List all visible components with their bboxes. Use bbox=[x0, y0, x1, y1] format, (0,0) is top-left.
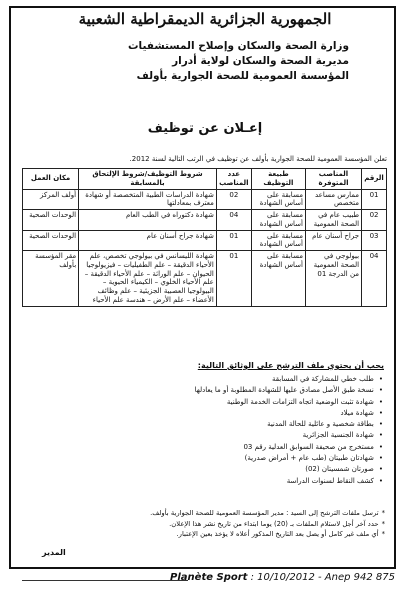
list-item: • شهادة ميلاد bbox=[195, 408, 383, 419]
cell-num: 03 bbox=[362, 230, 387, 251]
list-item: • كشف النقاط لسنوات الدراسة bbox=[195, 476, 383, 487]
header-type: طبيعة التوظيف bbox=[251, 169, 305, 190]
header-conditions: شروط التوظيف/شروط الإلتحاق بالمسابقة bbox=[79, 169, 217, 190]
source-date-ref: : 10/10/2012 - Anep 942 875 bbox=[247, 572, 395, 583]
table-row bbox=[23, 230, 387, 251]
header-num: الرقم bbox=[362, 169, 387, 190]
footer-divider bbox=[22, 580, 188, 581]
list-item: • بطاقة شخصية و عائلية للحالة المدنية bbox=[195, 419, 383, 430]
cell-type: مسابقة على أساس الشهادة bbox=[251, 189, 305, 210]
list-item: • مستخرج من صحيفة السوابق العدلية رقم 03 bbox=[195, 442, 383, 453]
cell-post: ممارس مساعد متخصص bbox=[305, 189, 361, 210]
cell-num: 01 bbox=[362, 189, 387, 210]
header-place: مكان العمل bbox=[23, 169, 79, 190]
list-item: • نسخة طبق الأصل مصادق عليها للشهادة المطلوبة أو ما يعادلها bbox=[195, 385, 383, 396]
announcement-title: إعـلان عن توظيف bbox=[147, 121, 263, 136]
cell-post: طبيب عام في الصحة العمومية bbox=[305, 210, 361, 231]
cell-place: مقر المؤسسة بأولف bbox=[23, 251, 79, 307]
institution-line: المؤسسة العمومية للصحة الجوارية بأولف bbox=[136, 70, 349, 82]
source-brand: Planète Sport bbox=[170, 572, 248, 583]
cell-conditions: شهادة دكتوراه في الطب العام bbox=[79, 210, 217, 231]
cell-conditions: شهادة الليسانس في بيولوجي تخصص، علم الأحياء الدقيقة – علم الطفيليات – فيزيولوجيا الحيوان – علم الوراثة – علم الأحياء الدقيقة – علم الأحياء الخلوي – الكيمياء الحيوية – البيولوجيا العصبية الجزيئية – علم وظائف الأعضاء – علم الأرض – هندسة علم الأحياء bbox=[79, 251, 217, 307]
documents-list bbox=[195, 374, 383, 487]
jobs-table bbox=[22, 168, 387, 307]
table-row bbox=[23, 251, 387, 307]
table-header-row bbox=[23, 169, 387, 190]
note-item: * حدد آخر أجل لاستلام الملفات بـ (20) يوما ابتداء من تاريخ نشر هذا الإعلان. bbox=[150, 519, 385, 530]
republic-heading: الجمهورية الجزائرية الديمقراطية الشعبية bbox=[78, 10, 332, 28]
note-item: * ترسل ملفات الترشح إلى السيد : مدير المؤسسة العمومية للصحة الجوارية بأولف. bbox=[150, 508, 385, 519]
header-count: عدد المناصب bbox=[216, 169, 251, 190]
cell-count: 01 bbox=[216, 251, 251, 307]
note-item: * أي ملف غير كامل أو يصل بعد التاريخ المذكور أعلاه لا يؤخذ بعين الإعتبار. bbox=[150, 529, 385, 540]
list-item: • شهادة الجنسية الجزائرية bbox=[195, 430, 383, 441]
cell-place: الوحدات الصحية bbox=[23, 230, 79, 251]
table-row bbox=[23, 189, 387, 210]
cell-num: 02 bbox=[362, 210, 387, 231]
notes-list bbox=[150, 508, 385, 540]
cell-post: جراح أسنان عام bbox=[305, 230, 361, 251]
directorate-line: مديرية الصحة والسكان لولاية أدرار bbox=[172, 55, 349, 67]
intro-text: تعلن المؤسسة العمومية للصحة الجوارية بأولف عن توظيف في الرتب التالية لسنة 2012. bbox=[129, 155, 387, 163]
cell-num: 04 bbox=[362, 251, 387, 307]
table-row bbox=[23, 210, 387, 231]
cell-count: 02 bbox=[216, 189, 251, 210]
cell-type: مسابقة على أساس الشهادة bbox=[251, 230, 305, 251]
header-post: المناصب المتوفرة bbox=[305, 169, 361, 190]
documents-title: يجب أن يحتوي ملف الترشح على الوثائق التالية: bbox=[197, 361, 384, 370]
list-item: • طلب خطي للمشاركة في المسابقة bbox=[195, 374, 383, 385]
list-item: • صورتان شمسيتان (02) bbox=[195, 464, 383, 475]
cell-place: أولف المركز bbox=[23, 189, 79, 210]
cell-type: مسابقة على أساس الشهادة bbox=[251, 251, 305, 307]
cell-count: 01 bbox=[216, 230, 251, 251]
cell-conditions: شهادة الدراسات الطبية المتخصصة أو شهادة معترف بمعادلتها bbox=[79, 189, 217, 210]
list-item: • شهادة تثبت الوضعية اتجاه التزامات الخدمة الوطنية bbox=[195, 397, 383, 408]
cell-type: مسابقة على أساس الشهادة bbox=[251, 210, 305, 231]
cell-count: 04 bbox=[216, 210, 251, 231]
cell-post: بيولوجي في الصحة العمومية من الدرجة 01 bbox=[305, 251, 361, 307]
list-item: • شهادتان طبيتان (طب عام + أمراض صدرية) bbox=[195, 453, 383, 464]
cell-place: الوحدات الصحية bbox=[23, 210, 79, 231]
ministry-line: وزارة الصحة والسكان وإصلاح المستشفيات bbox=[127, 40, 349, 52]
cell-conditions: شهادة جراح أسنان عام bbox=[79, 230, 217, 251]
publication-source bbox=[170, 572, 395, 583]
signature: المدير bbox=[42, 548, 66, 557]
